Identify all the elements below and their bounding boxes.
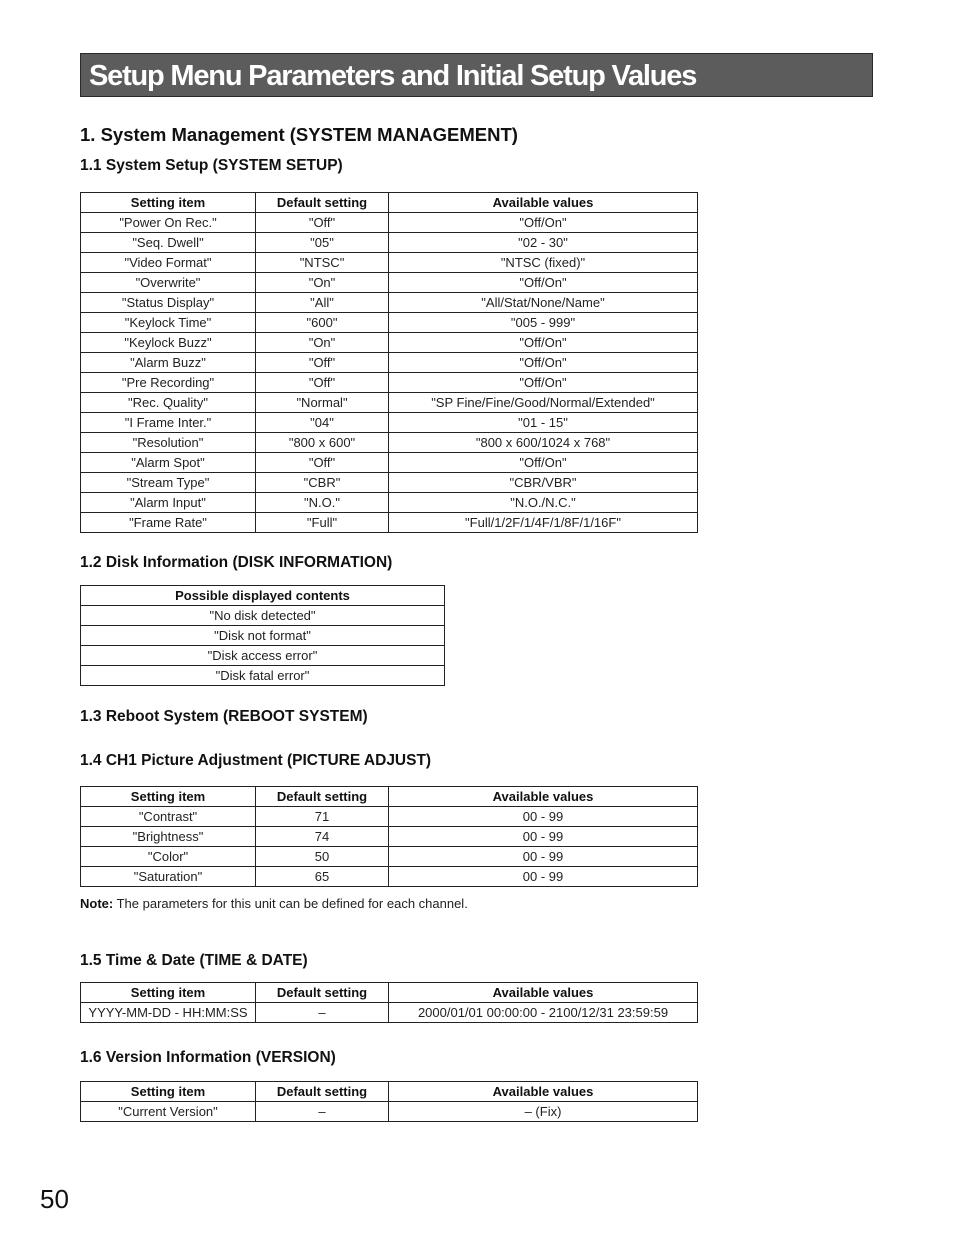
table-row xyxy=(81,513,698,533)
picture-adjust-table xyxy=(80,786,698,887)
table-header-row xyxy=(81,193,698,213)
table-header-cell: Available values xyxy=(389,1082,698,1102)
table-cell: "SP Fine/Fine/Good/Normal/Extended" xyxy=(389,393,698,413)
table-header-cell: Setting item xyxy=(81,193,256,213)
table-header-cell: Available values xyxy=(389,983,698,1003)
table-header-row xyxy=(81,787,698,807)
table-cell: "600" xyxy=(256,313,389,333)
table-cell: "05" xyxy=(256,233,389,253)
page-number: 50 xyxy=(40,1184,69,1214)
table-cell: "Status Display" xyxy=(81,293,256,313)
disk-information-table xyxy=(80,585,445,686)
table-cell: "Pre Recording" xyxy=(81,373,256,393)
table-row xyxy=(81,273,698,293)
table-row xyxy=(81,313,698,333)
table-cell: "Off" xyxy=(256,353,389,373)
table-header-cell: Available values xyxy=(389,787,698,807)
subsection-title-version-information: 1.6 Version Information (VERSION) xyxy=(80,1049,336,1066)
table-cell: "Frame Rate" xyxy=(81,513,256,533)
table-cell: "N.O." xyxy=(256,493,389,513)
table-header-row xyxy=(81,1082,698,1102)
table-cell: "800 x 600/1024 x 768" xyxy=(389,433,698,453)
table-cell: "Off/On" xyxy=(389,213,698,233)
table-cell: – xyxy=(256,1003,389,1023)
table-header-cell: Setting item xyxy=(81,1082,256,1102)
table-row xyxy=(81,393,698,413)
table-cell: "On" xyxy=(256,273,389,293)
table-cell: "Current Version" xyxy=(81,1102,256,1122)
table-cell: "Off/On" xyxy=(389,353,698,373)
table-cell: "Full/1/2F/1/4F/1/8F/1/16F" xyxy=(389,513,698,533)
table-row xyxy=(81,847,698,867)
table-row xyxy=(81,293,698,313)
table-row xyxy=(81,807,698,827)
table-row xyxy=(81,373,698,393)
table-cell: "Keylock Time" xyxy=(81,313,256,333)
table-cell: "02 - 30" xyxy=(389,233,698,253)
table-cell: "Off/On" xyxy=(389,373,698,393)
subsection-title-system-setup: 1.1 System Setup (SYSTEM SETUP) xyxy=(80,157,343,174)
table-cell: "On" xyxy=(256,333,389,353)
table-row xyxy=(81,473,698,493)
table-cell: 00 - 99 xyxy=(389,827,698,847)
table-cell: "005 - 999" xyxy=(389,313,698,333)
system-setup-table xyxy=(80,192,698,533)
table-row xyxy=(81,213,698,233)
table-header-cell: Default setting xyxy=(256,1082,389,1102)
table-header-cell: Default setting xyxy=(256,787,389,807)
table-row xyxy=(81,606,445,626)
table-row xyxy=(81,1102,698,1122)
table-cell: "Keylock Buzz" xyxy=(81,333,256,353)
table-cell: "N.O./N.C." xyxy=(389,493,698,513)
table-row xyxy=(81,253,698,273)
table-row xyxy=(81,626,445,646)
table-cell: "Alarm Spot" xyxy=(81,453,256,473)
table-cell: "CBR" xyxy=(256,473,389,493)
section-title-system-management: 1. System Management (SYSTEM MANAGEMENT) xyxy=(80,124,518,145)
table-cell: "Seq. Dwell" xyxy=(81,233,256,253)
table-cell: "Disk not format" xyxy=(81,626,445,646)
table-cell: 65 xyxy=(256,867,389,887)
table-header-cell: Setting item xyxy=(81,983,256,1003)
table-cell: "Disk access error" xyxy=(81,646,445,666)
table-cell: "Off/On" xyxy=(389,333,698,353)
time-date-table xyxy=(80,982,698,1023)
page-banner-title: Setup Menu Parameters and Initial Setup Values xyxy=(80,53,873,97)
table-cell: "Resolution" xyxy=(81,433,256,453)
table-row xyxy=(81,646,445,666)
table-cell: "Off/On" xyxy=(389,273,698,293)
table-header-cell: Default setting xyxy=(256,193,389,213)
note-text xyxy=(80,896,468,911)
table-cell: "All/Stat/None/Name" xyxy=(389,293,698,313)
table-cell: YYYY-MM-DD - HH:MM:SS xyxy=(81,1003,256,1023)
table-cell: 00 - 99 xyxy=(389,867,698,887)
table-row xyxy=(81,413,698,433)
table-cell: "Off" xyxy=(256,373,389,393)
table-row xyxy=(81,666,445,686)
table-cell: "Off" xyxy=(256,453,389,473)
table-row xyxy=(81,1003,698,1023)
table-header-row xyxy=(81,983,698,1003)
table-cell: "NTSC" xyxy=(256,253,389,273)
table-cell: "Color" xyxy=(81,847,256,867)
table-cell: "I Frame Inter." xyxy=(81,413,256,433)
table-header-cell: Possible displayed contents xyxy=(81,586,445,606)
table-row xyxy=(81,353,698,373)
table-cell: 50 xyxy=(256,847,389,867)
subsection-title-reboot-system: 1.3 Reboot System (REBOOT SYSTEM) xyxy=(80,708,368,725)
table-header-row xyxy=(81,586,445,606)
table-cell: "Saturation" xyxy=(81,867,256,887)
table-row xyxy=(81,333,698,353)
subsection-title-disk-information: 1.2 Disk Information (DISK INFORMATION) xyxy=(80,554,393,571)
table-cell: "NTSC (fixed)" xyxy=(389,253,698,273)
table-cell: – xyxy=(256,1102,389,1122)
table-cell: "Contrast" xyxy=(81,807,256,827)
table-cell: "Off/On" xyxy=(389,453,698,473)
subsection-title-picture-adjust: 1.4 CH1 Picture Adjustment (PICTURE ADJUST) xyxy=(80,752,432,769)
note-body: The parameters for this unit can be defined for each channel. xyxy=(113,896,468,911)
table-cell: "Full" xyxy=(256,513,389,533)
table-cell: "Alarm Input" xyxy=(81,493,256,513)
table-cell: 00 - 99 xyxy=(389,847,698,867)
table-cell: "800 x 600" xyxy=(256,433,389,453)
table-row xyxy=(81,493,698,513)
table-cell: "Normal" xyxy=(256,393,389,413)
table-cell: "CBR/VBR" xyxy=(389,473,698,493)
table-cell: "Alarm Buzz" xyxy=(81,353,256,373)
table-cell: 74 xyxy=(256,827,389,847)
table-header-cell: Available values xyxy=(389,193,698,213)
table-cell: "All" xyxy=(256,293,389,313)
table-cell: "04" xyxy=(256,413,389,433)
table-cell: "Brightness" xyxy=(81,827,256,847)
subsection-title-time-date: 1.5 Time & Date (TIME & DATE) xyxy=(80,952,308,969)
table-row xyxy=(81,433,698,453)
table-row xyxy=(81,827,698,847)
table-cell: "No disk detected" xyxy=(81,606,445,626)
table-cell: "01 - 15" xyxy=(389,413,698,433)
table-cell: – (Fix) xyxy=(389,1102,698,1122)
table-row xyxy=(81,453,698,473)
table-cell: "Overwrite" xyxy=(81,273,256,293)
table-row xyxy=(81,233,698,253)
table-cell: "Power On Rec." xyxy=(81,213,256,233)
note-label: Note: xyxy=(80,896,114,911)
table-row xyxy=(81,867,698,887)
table-header-cell: Default setting xyxy=(256,983,389,1003)
table-cell: "Off" xyxy=(256,213,389,233)
table-cell: 71 xyxy=(256,807,389,827)
table-cell: "Disk fatal error" xyxy=(81,666,445,686)
table-header-cell: Setting item xyxy=(81,787,256,807)
version-information-table xyxy=(80,1081,698,1122)
table-cell: "Rec. Quality" xyxy=(81,393,256,413)
table-cell: "Stream Type" xyxy=(81,473,256,493)
table-cell: "Video Format" xyxy=(81,253,256,273)
table-cell: 2000/01/01 00:00:00 - 2100/12/31 23:59:59 xyxy=(389,1003,698,1023)
table-cell: 00 - 99 xyxy=(389,807,698,827)
